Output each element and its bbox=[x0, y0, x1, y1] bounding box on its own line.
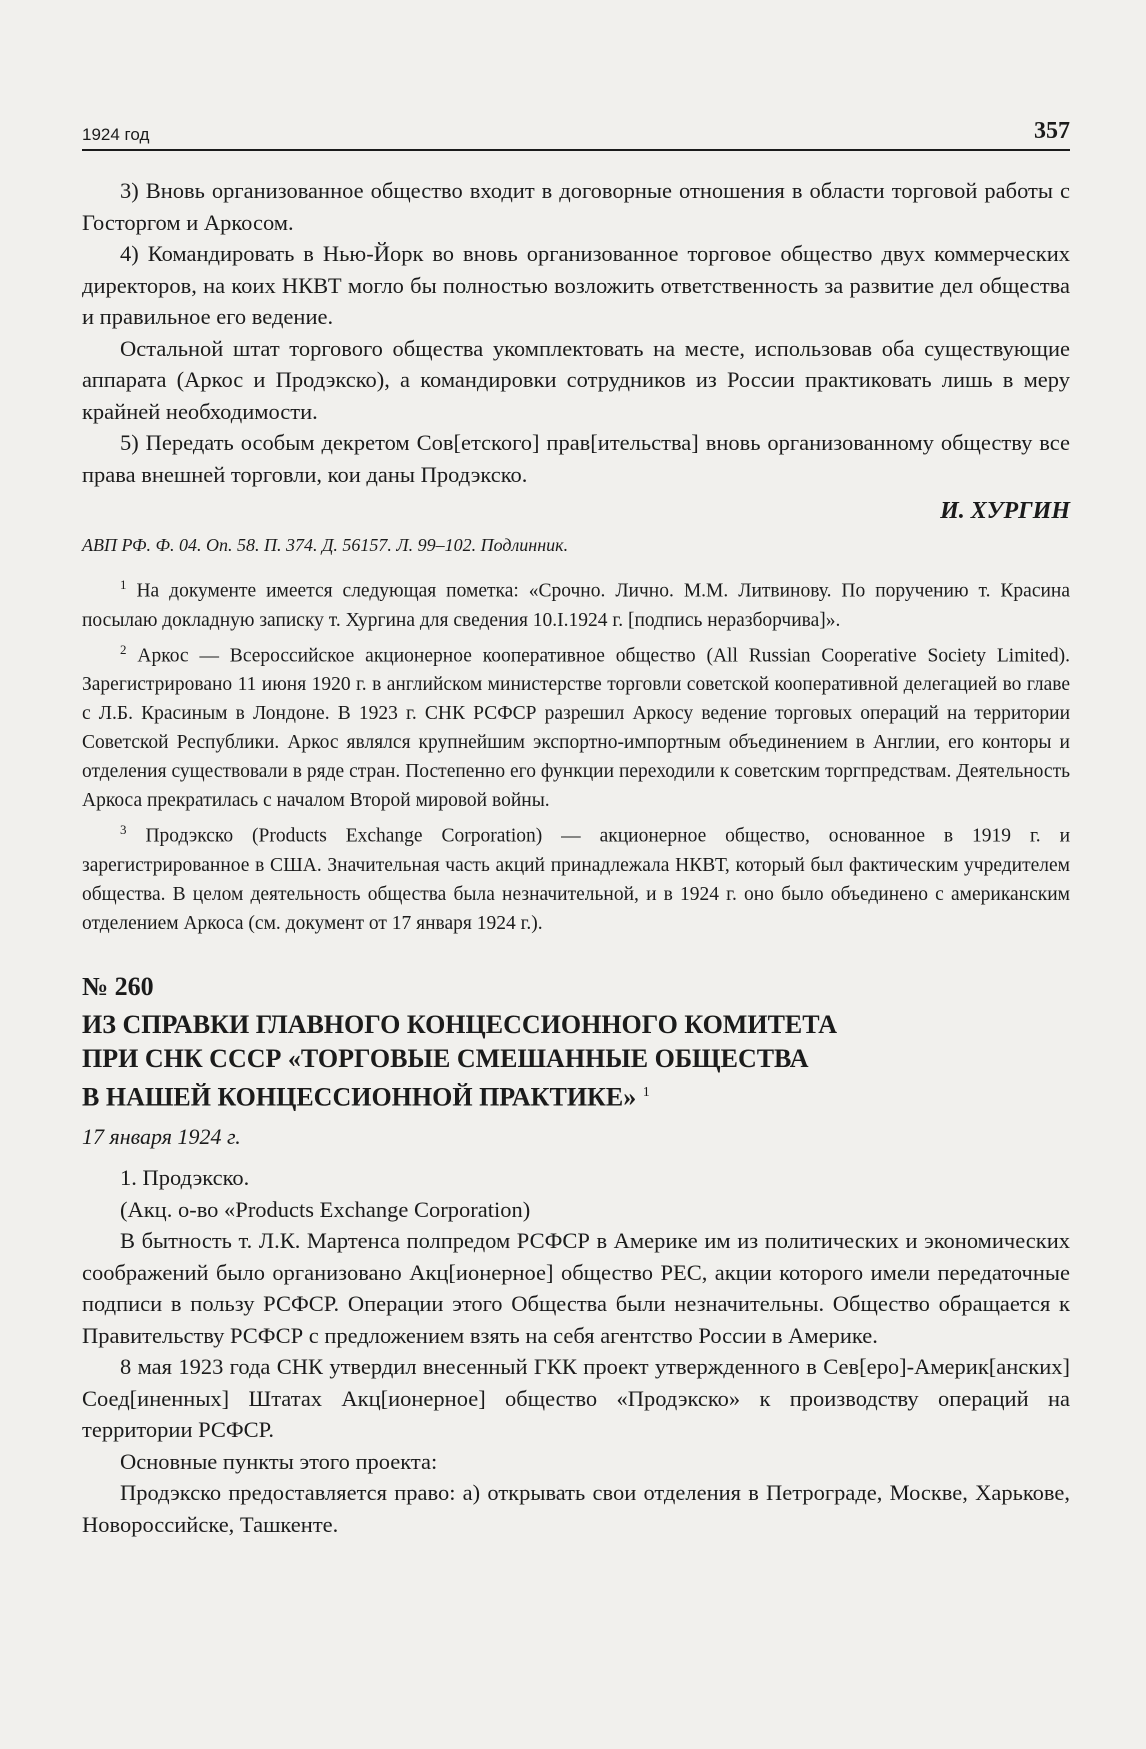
footnote-mark: 2 bbox=[120, 641, 127, 657]
document-text bbox=[82, 1162, 1070, 1540]
paragraph: Основные пункты этого проекта: bbox=[120, 1448, 438, 1474]
paragraph: Продэкско предоставляется право: а) открывать свои отделения в Петрограде, Москве, Харькове, Новороссийске, Ташкенте. bbox=[82, 1480, 1070, 1537]
paragraph: (Акц. о-во «Products Exchange Corporation) bbox=[120, 1196, 531, 1222]
title-line: ПРИ СНК СССР «ТОРГОВЫЕ СМЕШАННЫЕ ОБЩЕСТВА bbox=[82, 1043, 809, 1073]
title-line: ИЗ СПРАВКИ ГЛАВНОГО КОНЦЕССИОННОГО КОМИТЕТА bbox=[82, 1009, 838, 1039]
paragraph: 1. Продэкско. bbox=[120, 1165, 250, 1191]
running-header bbox=[82, 118, 1070, 151]
signature: И. ХУРГИН bbox=[940, 498, 1070, 524]
document-body bbox=[82, 175, 1070, 490]
book-page bbox=[82, 118, 1070, 1540]
paragraph: В бытность т. Л.К. Мартенса полпредом РСФСР в Америке им из политических и экономических соображений было организовано Акц[ионерное] общество PEC, акции которого имели передаточные подписи в пользу РСФСР. Операции этого Общества были незначительны. Общество обращается к Правительству РСФСР с предложением взять на себя агентство России в Америке. bbox=[82, 1228, 1070, 1348]
paragraph: 4) Командировать в Нью-Йорк во вновь организованное торговое общество двух коммерческих директоров, на коих НКВТ могло бы полностью возложить ответственность за развитие дел общества и правильное его ведение. bbox=[82, 241, 1070, 329]
paragraph: 5) Передать особым декретом Сов[етского] прав[ительства] вновь организованному обществу все права внешней торговли, кои даны Продэкско. bbox=[82, 430, 1070, 487]
title-line-text: В НАШЕЙ КОНЦЕССИОННОЙ ПРАКТИКЕ» bbox=[82, 1082, 637, 1112]
footnote-text: Продэкско (Products Exchange Corporation) — акционерное общество, основанное в 1919 г. и зарегистрированное в США. Значительная часть акций принадлежала НКВТ, который был фактическим учредителем общества. В целом деятельность общества была незначительной, и в 1924 г. оно было объединено с американским отделением Аркоса (см. документ от 17 января 1924 г.). bbox=[82, 825, 1071, 934]
document-number: № 260 bbox=[82, 971, 154, 1001]
paragraph: Остальной штат торгового общества укомплектовать на месте, использовав оба существующие аппарата (Аркос и Продэкско), а командировки сотрудников из России практиковать лишь в меру крайней необходимости. bbox=[82, 335, 1070, 424]
archive-source: АВП РФ. Ф. 04. Оп. 58. П. 374. Д. 56157. Л. 99–102. Подлинник. bbox=[82, 535, 569, 555]
footnote-mark: 1 bbox=[120, 577, 127, 592]
title-line bbox=[82, 1076, 1070, 1115]
footnotes bbox=[82, 570, 1070, 938]
paragraph: 3) Вновь организованное общество входит в договорные отношения в области торговой работы с Госторгом и Аркосом. bbox=[82, 178, 1070, 235]
footnote-mark: 3 bbox=[120, 822, 127, 837]
footnote bbox=[82, 635, 1070, 816]
footnote bbox=[82, 570, 1070, 635]
document-title bbox=[82, 1008, 1070, 1115]
title-footnote-mark: 1 bbox=[642, 1084, 650, 1100]
running-head-year: 1924 год bbox=[82, 125, 150, 144]
footnote-text: Аркос — Всероссийское акционерное кооперативное общество (All Russian Cooperative Society Limited). Зарегистрировано 11 июня 1920 г. в английском министерстве торговли советской кооперативной делегацией во главе с Л.Б. Красиным в Лондоне. В 1923 г. СНК РСФСР разрешил Аркосу ведение торговых операций на территории Советской Республики. Аркос являлся крупнейшим экспортно-импортным объединением в Англии, его конторы и отделения существовали в ряде стран. Постепенно его функции переходили к советским торгпредствам. Деятельность Аркоса прекратилась с началом Второй мировой войны. bbox=[82, 645, 1071, 811]
footnote-text: На документе имеется следующая пометка: «Срочно. Лично. М.М. Литвинову. По поручению т. Красина посылаю докладную записку т. Хургина для сведения 10.I.1924 г. [подпись неразборчива]». bbox=[82, 580, 1070, 631]
footnote bbox=[82, 815, 1070, 938]
document-date: 17 января 1924 г. bbox=[82, 1124, 241, 1150]
paragraph: 8 мая 1923 года СНК утвердил внесенный ГКК проект утвержденного в Сев[еро]-Америк[анских] Соед[иненных] Штатах Акц[ионерное] общество «Продэкско» к производству операций на территории РСФСР. bbox=[82, 1354, 1070, 1443]
page-number: 357 bbox=[1034, 118, 1070, 144]
